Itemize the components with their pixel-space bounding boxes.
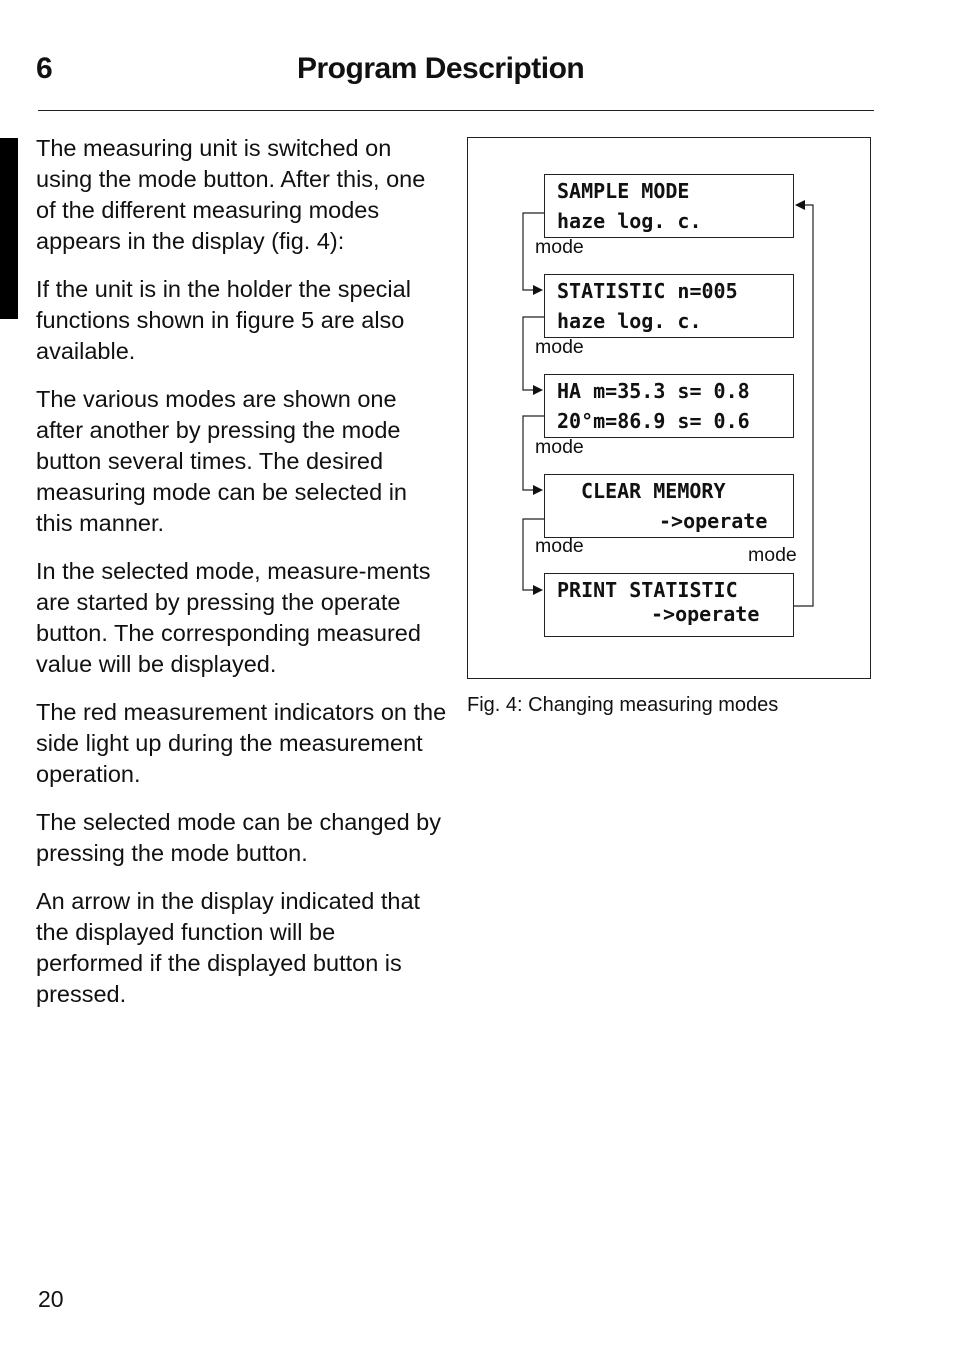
mode-label: mode <box>535 336 584 358</box>
lcd-line: STATISTIC n=005 <box>557 279 738 303</box>
lcd-display-clear-memory <box>544 474 794 538</box>
lcd-display-print-statistic <box>544 573 794 637</box>
mode-label: mode <box>535 436 584 458</box>
lcd-display-sample-mode <box>544 174 794 238</box>
lcd-line: haze log. c. <box>557 209 702 233</box>
lcd-line: PRINT STATISTIC <box>557 578 738 602</box>
paragraph: The selected mode can be changed by pressing the mode button. <box>36 809 441 866</box>
lcd-line: CLEAR MEMORY <box>581 479 726 503</box>
mode-label: mode <box>535 535 584 557</box>
paragraph: The various modes are shown one after another by pressing the mode button several times. The desired measuring mode can be selected in this manner. <box>36 386 407 536</box>
lcd-line: SAMPLE MODE <box>557 179 690 203</box>
paragraph: The red measurement indicators on the side light up during the measurement operation. <box>36 699 447 787</box>
mode-label: mode <box>535 236 584 258</box>
lcd-line: ->operate <box>659 509 768 533</box>
return-arrow <box>794 205 813 606</box>
mode-label: mode <box>748 544 797 566</box>
paragraph: An arrow in the display indicated that the displayed function will be performed if the displayed button is pressed. <box>36 888 421 1007</box>
lcd-line: HA m=35.3 s= 0.8 <box>557 379 750 403</box>
chapter-number: 6 <box>36 52 53 85</box>
lcd-display-statistic <box>544 274 794 338</box>
lcd-line: 20°m=86.9 s= 0.6 <box>557 409 750 433</box>
page-number: 20 <box>38 1286 64 1312</box>
lcd-display-ha-values <box>544 374 794 438</box>
figure-caption: Fig. 4: Changing measuring modes <box>467 694 779 716</box>
chapter-title: Program Description <box>297 52 585 85</box>
paragraph: In the selected mode, measure-ments are started by pressing the operate button. The corresponding measured value will be displayed. <box>36 558 431 677</box>
paragraph: The measuring unit is switched on using the mode button. After this, one of the different measuring modes appears in the display (fig. 4): <box>36 135 426 254</box>
paragraph: If the unit is in the holder the special functions shown in figure 5 are also available. <box>36 276 411 364</box>
lcd-line: haze log. c. <box>557 309 702 333</box>
lcd-line: ->operate <box>651 602 760 626</box>
